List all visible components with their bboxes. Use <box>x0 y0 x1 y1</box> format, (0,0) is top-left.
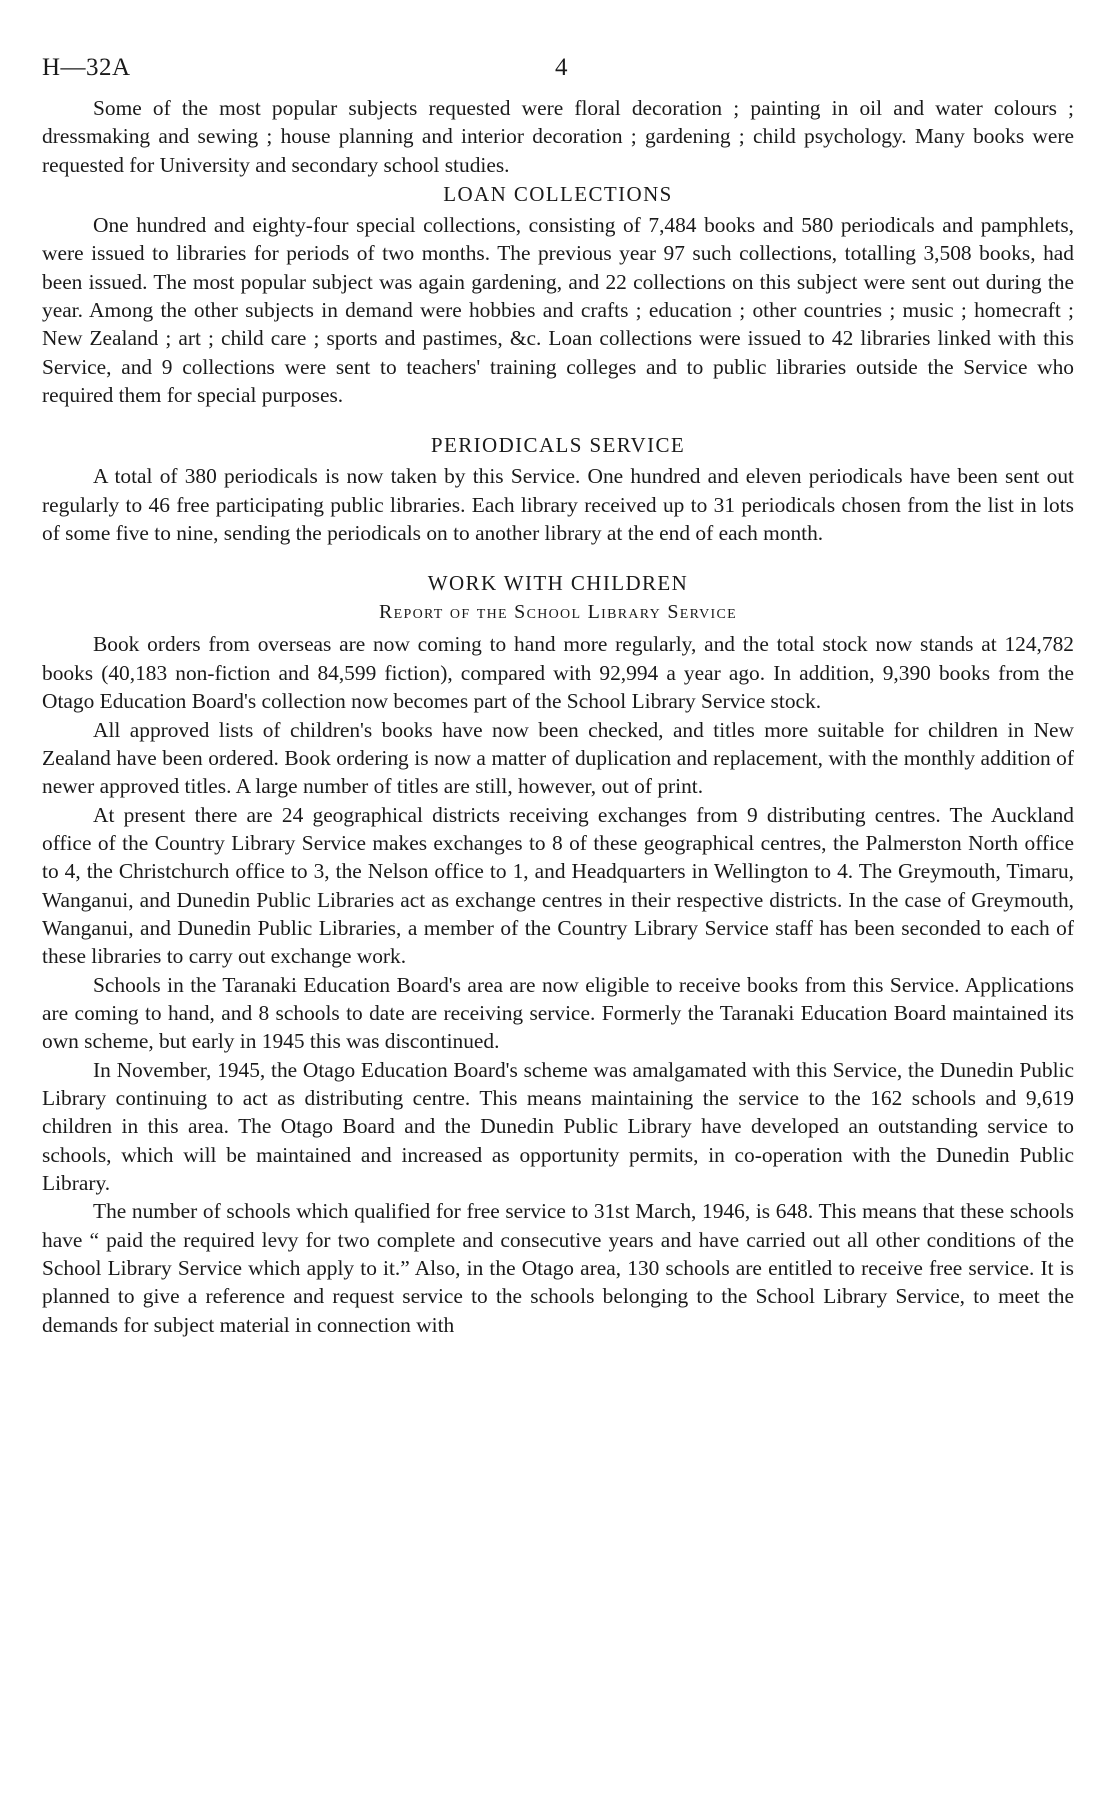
document-page <box>42 54 1074 1339</box>
children-paragraph-approved-lists: All approved lists of children's books have now been checked, and titles more suitable for children in New Zealand have been ordered. Book ordering is now a matter of duplication and replacement, with the monthly addition of newer approved titles. A large number of titles are still, however, out of print. <box>42 717 1074 799</box>
children-paragraph-stock: Book orders from overseas are now coming to hand more regularly, and the total stock now stands at 124,782 books (40,183 non-fiction and 84,599 fiction), compared with 92,994 a year ago. In addition, 9,390 books from the Otago Education Board's collection now becomes part of the School Library Service stock. <box>42 632 1074 714</box>
loan-collections-paragraph: One hundred and eighty-four special collections, consisting of 7,484 books and 580 periodicals and pamphlets, were issued to libraries for periods of two months. The previous year 97 such collections, totalling 3,508 books, had been issued. The most popular subject was again gardening, and 22 collections on this subject were sent out during the year. Among the other subjects in demand were hobbies and crafts ; education ; other countries ; music ; homecraft ; New Zealand ; art ; child care ; sports and pastimes, &c. Loan collections were issued to 42 libraries linked with this Service, and 9 collections were sent to teachers' training colleges and to public libraries outside the Service who required them for special purposes. <box>42 213 1074 408</box>
children-paragraph-taranaki: Schools in the Taranaki Education Board's area are now eligible to receive books from this Service. Applications are coming to hand, and 8 schools to date are receiving service. Formerly the Taranaki Education Board maintained its own scheme, but early in 1945 this was discontinued. <box>42 972 1074 1054</box>
school-library-report-subheading: Report of the School Library Service <box>379 601 737 624</box>
work-with-children-heading: WORK WITH CHILDREN <box>427 571 689 596</box>
page-number: 4 <box>555 54 568 81</box>
loan-collections-heading: LOAN COLLECTIONS <box>443 182 673 207</box>
children-paragraph-exchange-districts: At present there are 24 geographical districts receiving exchanges from 9 distributing centres. The Auckland office of the Country Library Service makes exchanges to 8 of these geographical centres, the Palmerston North office to 4, the Christchurch office to 3, the Nelson office to 1, and Headquarters in Wellington to 4. The Greymouth, Timaru, Wanganui, and Dunedin Public Libraries act as exchange centres in their respective districts. In the case of Greymouth, Wanganui, and Dunedin Public Libraries, a member of the Country Library Service staff has been seconded to each of these libraries to carry out exchange work. <box>42 802 1074 969</box>
running-header <box>42 54 1074 94</box>
periodicals-service-heading: PERIODICALS SERVICE <box>430 433 686 458</box>
children-paragraph-free-service: The number of schools which qualified for free service to 31st March, 1946, is 648. This means that these schools have “ paid the required levy for two complete and consecutive years and have carried out all other conditions of the School Library Service which apply to it.” Also, in the Otago area, 130 schools are entitled to receive free service. It is planned to give a reference and request service to the schools belonging to the School Library Service, to meet the demands for subject material in connection with <box>42 1199 1074 1337</box>
periodicals-service-paragraph: A total of 380 periodicals is now taken by this Service. One hundred and eleven periodicals have been sent out regularly to 46 free participating public libraries. Each library received up to 31 periodicals chosen from the list in lots of some five to nine, sending the periodicals on to another library at the end of each month. <box>42 464 1074 546</box>
intro-paragraph: Some of the most popular subjects requested were floral decoration ; painting in oil and water colours ; dressmaking and sewing ; house planning and interior decoration ; gardening ; child psychology. Many books were requested for University and secondary school studies. <box>42 96 1074 177</box>
report-reference: H—32A <box>42 54 131 81</box>
children-paragraph-otago: In November, 1945, the Otago Education Board's scheme was amalgamated with this Service, the Dunedin Public Library continuing to act as distributing centre. This means maintaining the service to the 162 schools and 9,619 children in this area. The Otago Board and the Dunedin Public Library have developed an outstanding service to schools, which will be maintained and increased as opportunity permits, in co-operation with the Dunedin Public Library. <box>42 1057 1074 1195</box>
